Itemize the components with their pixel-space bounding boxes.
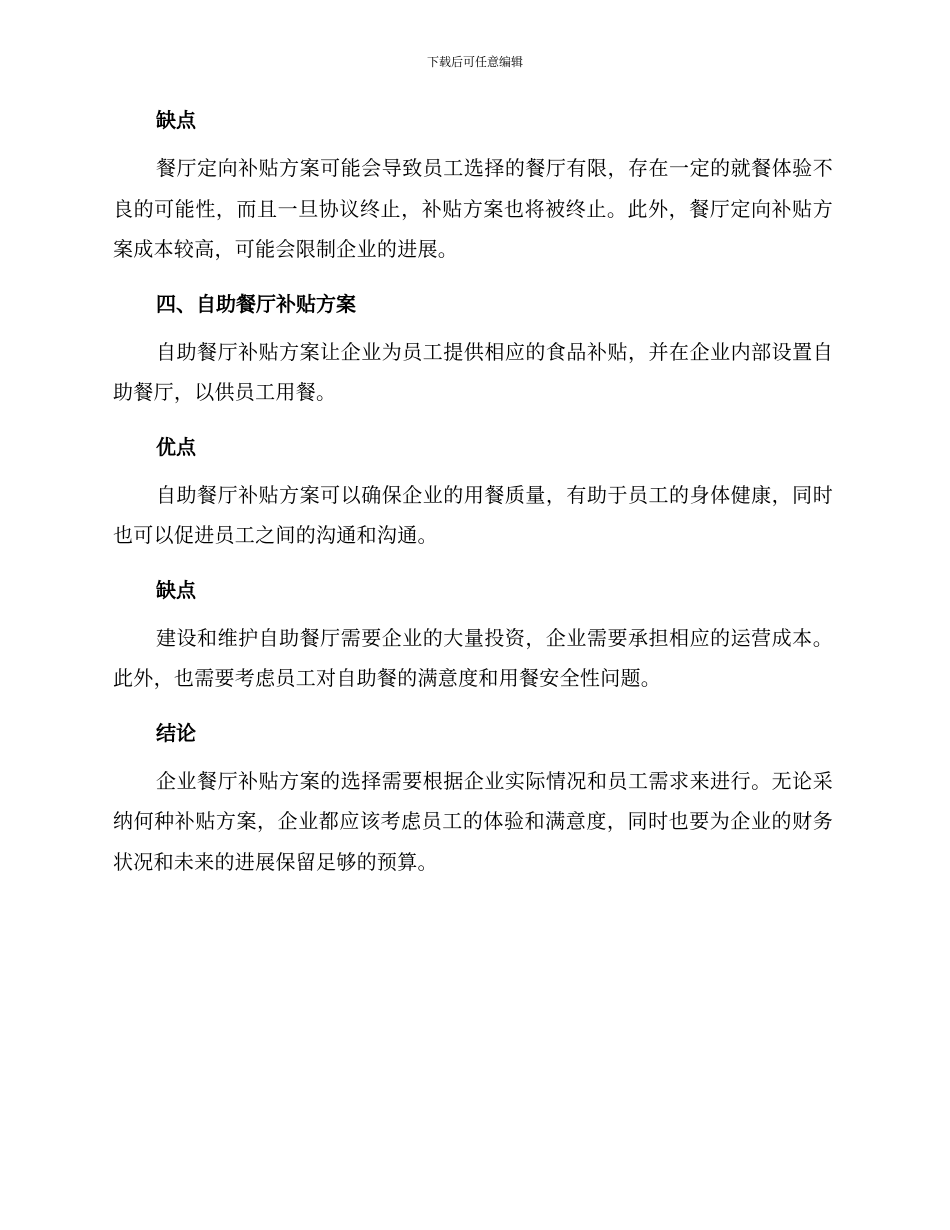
section-heading-disadvantages: 缺点 <box>156 577 196 602</box>
section-heading-buffet-subsidy: 四、自助餐厅补贴方案 <box>156 291 356 316</box>
section-heading-conclusion: 结论 <box>156 720 196 745</box>
section-paragraph: 餐厅定向补贴方案可能会导致员工选择的餐厅有限，存在一定的就餐体验不良的可能性，而且一旦协议终止，补贴方案也将被终止。此外，餐厅定向补贴方案成本较高，可能会限制企业的进展。 <box>113 156 833 261</box>
section-paragraph: 自助餐厅补贴方案让企业为员工提供相应的食品补贴，并在企业内部设置自助餐厅，以供员工用餐。 <box>113 339 833 404</box>
section-paragraph: 自助餐厅补贴方案可以确保企业的用餐质量，有助于员工的身体健康，同时也可以促进员工之间的沟通和沟通。 <box>113 482 833 547</box>
section-paragraph: 建设和维护自助餐厅需要企业的大量投资，企业需要承担相应的运营成本。此外，也需要考虑员工对自助餐的满意度和用餐安全性问题。 <box>113 625 833 690</box>
document-body <box>113 106 833 882</box>
page-header: 下载后可任意编辑 <box>426 55 523 69</box>
section-paragraph: 企业餐厅补贴方案的选择需要根据企业实际情况和员工需求来进行。无论采纳何种补贴方案，企业都应该考虑员工的体验和满意度，同时也要为企业的财务状况和未来的进展保留足够的预算。 <box>113 768 833 874</box>
section-heading-disadvantages: 缺点 <box>156 108 196 132</box>
section-heading-advantages: 优点 <box>156 434 196 459</box>
